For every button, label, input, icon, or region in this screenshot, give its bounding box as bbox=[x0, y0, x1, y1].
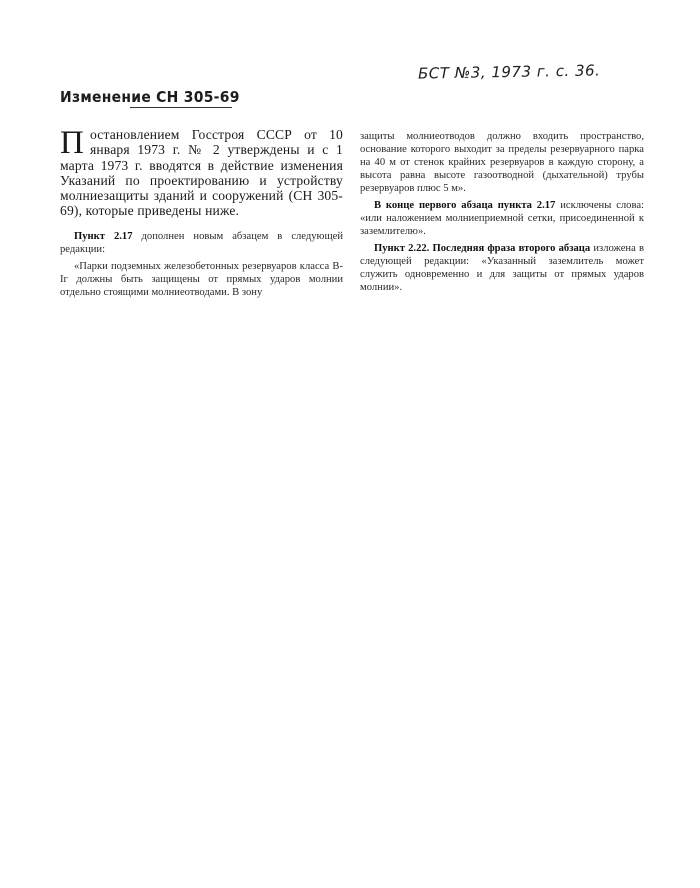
paragraph-punkt-2-22 bbox=[360, 242, 644, 294]
drop-cap: П bbox=[60, 125, 84, 161]
title-underline bbox=[130, 107, 232, 108]
document-title: Изменение СН 305-69 bbox=[60, 88, 240, 106]
paragraph-quote-parks bbox=[60, 260, 343, 299]
handwritten-source-note: БСТ №3, 1973 г. с. 36. bbox=[417, 61, 601, 83]
paragraph-protection-zone bbox=[360, 130, 644, 195]
paragraph-text: «Парки подземных железобетонных резервуаров класса В-Iг должны быть защищены от прямых ударов молнии отдельно стоящими молниеотводами. В зону bbox=[60, 260, 343, 298]
paragraph-text: исключены слова: «или наложением молниеприемной сетки, присоединенной к заземлителю». bbox=[360, 200, 644, 237]
intro-text: остановлением Госстроя СССР от 10 января 1973 г. № 2 утверждены и с 1 марта 1973 г. вводятся в действие изменения Указаний по проектированию и устройству молниезащиты зданий и сооружений (СН 305-69), которые приведены ниже. bbox=[60, 127, 343, 219]
paragraph-punkt-2-17 bbox=[60, 230, 343, 256]
right-column bbox=[360, 130, 644, 294]
paragraph-heading: В конце первого абзаца пункта 2.17 bbox=[374, 200, 556, 211]
paragraph-text: дополнен новым абзацем в следующей редакции: bbox=[60, 230, 343, 255]
intro-paragraph bbox=[60, 127, 343, 219]
paragraph-heading: Пункт 2.22. Последняя фраза второго абзаца bbox=[374, 243, 591, 254]
paragraph-text: изложена в следующей редакции: «Указанный заземлитель может служить одновременно и для защиты от прямых ударов молнии». bbox=[360, 243, 644, 293]
paragraph-excluded-words bbox=[360, 199, 644, 238]
left-column bbox=[60, 127, 343, 299]
paragraph-heading: Пункт 2.17 bbox=[74, 230, 133, 242]
paragraph-text: защиты молниеотводов должно входить пространство, основание которого выходит за пределы резервуарного парка на 40 м от стенок крайних резервуаров в каждую сторону, а высота равна высоте газоотводной (дыхательной) трубы резервуаров плюс 5 м». bbox=[360, 131, 644, 194]
